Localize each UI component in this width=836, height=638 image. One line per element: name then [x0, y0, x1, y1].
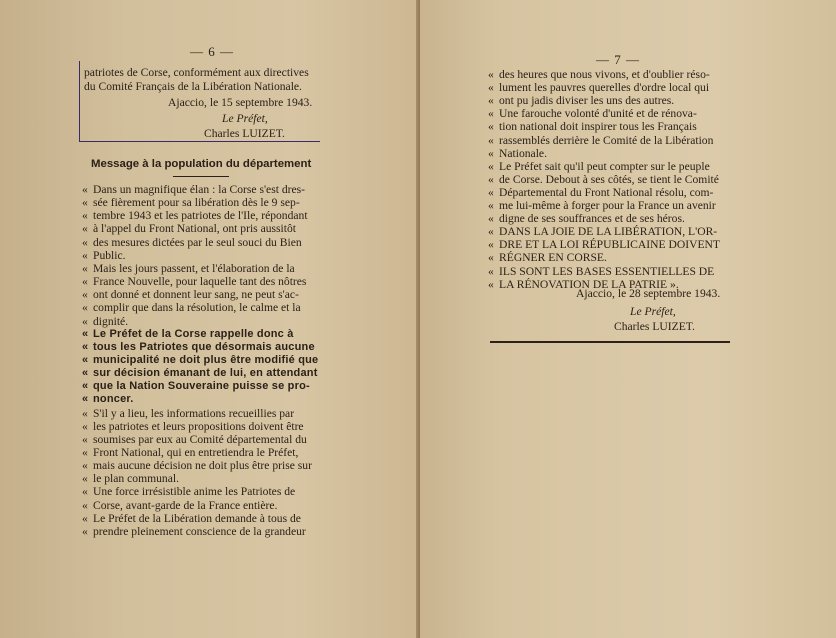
body-line	[82, 407, 294, 420]
line-text: RÉGNER EN CORSE.	[499, 251, 607, 265]
left-date: Ajaccio, le 15 septembre 1943.	[168, 96, 313, 109]
quote-mark: «	[82, 472, 88, 486]
section-heading: Message à la population du département	[91, 158, 312, 170]
line-text: que la Nation Souveraine puisse se pro-	[93, 380, 310, 393]
quote-mark: «	[82, 524, 88, 538]
quote-mark: «	[488, 238, 494, 252]
quote-mark: «	[488, 120, 494, 134]
line-text: Le Préfet de la Libération demande à tous de	[93, 511, 301, 525]
line-text: sée fièrement pour sa libération dès le 9 sep-	[93, 196, 300, 210]
line-text: Départemental du Front National résolu, com-	[499, 185, 714, 199]
line-text: Corse, avant-garde de la France entière.	[93, 498, 278, 512]
quote-mark: «	[82, 511, 88, 525]
line-text: DRE ET LA LOI RÉPUBLICAINE DOIVENT	[499, 238, 721, 252]
line-text: me lui-même à forger pour la France un avenir	[499, 199, 716, 212]
right-signature-title: Le Préfet,	[630, 305, 676, 318]
quote-mark: «	[488, 172, 494, 186]
quote-mark: «	[488, 264, 494, 278]
body-line	[82, 433, 307, 446]
quote-mark: «	[488, 212, 494, 226]
left-signature-title: Le Préfet,	[222, 112, 268, 125]
body-line	[488, 173, 719, 186]
body-line	[488, 212, 685, 225]
body-line	[82, 328, 294, 341]
right-date: Ajaccio, le 28 septembre 1943.	[576, 287, 721, 300]
line-text: complir que dans la résolution, le calme et la	[93, 301, 301, 315]
line-text: digne de ses souffrances et de ses héros.	[499, 212, 685, 226]
quote-mark: «	[82, 419, 88, 433]
line-text: ont pu jadis diviser les uns des autres.	[499, 94, 675, 108]
line-text: les patriotes et leurs propositions doivent être	[93, 419, 304, 433]
quote-mark: «	[82, 459, 88, 473]
line-text: rassemblés derrière le Comité de la Libération	[499, 133, 714, 147]
body-line	[82, 499, 277, 512]
line-text: des mesures dictées par le seul souci du Bien	[93, 235, 302, 249]
body-line	[82, 222, 296, 235]
body-line	[82, 393, 134, 406]
intro-line-1: patriotes de Corse, conformément aux directives	[84, 66, 309, 79]
quote-mark: «	[82, 340, 89, 353]
body-line	[82, 315, 128, 328]
quote-mark: «	[82, 406, 88, 420]
quote-mark: «	[82, 288, 88, 302]
body-line	[82, 512, 301, 525]
body-line	[82, 354, 318, 367]
line-text: sur décision émanant de lui, en attendant	[93, 367, 318, 380]
heading-rule	[173, 176, 229, 177]
line-text: tous les Patriotes que désormais aucune	[93, 340, 315, 353]
line-text: Nationale.	[499, 146, 547, 160]
quote-mark: «	[82, 367, 89, 380]
quote-mark: «	[488, 146, 494, 160]
body-line	[488, 238, 720, 251]
quote-mark: «	[488, 225, 494, 239]
line-text: noncer.	[93, 393, 134, 406]
body-line	[488, 225, 717, 238]
line-text: lument les pauvres querelles d'ordre local qui	[499, 81, 710, 95]
line-text: S'il y a lieu, les informations recueillies par	[93, 406, 295, 420]
quote-mark: «	[488, 133, 494, 147]
quote-mark: «	[82, 446, 88, 459]
line-text: Le Préfet sait qu'il peut compter sur le peuple	[499, 159, 710, 173]
quote-mark: «	[488, 68, 494, 81]
page-number-right: — 7 —	[596, 52, 640, 67]
quote-mark: «	[82, 196, 88, 210]
right-signature-name: Charles LUIZET.	[614, 320, 695, 333]
body-line	[82, 525, 306, 538]
line-text: Public.	[93, 248, 126, 262]
quote-mark: «	[488, 277, 494, 291]
intro-line-2: du Comité Français de la Libération Nationale.	[84, 80, 302, 93]
line-text: de Corse. Debout à ses côtés, se tient le Comité	[499, 172, 719, 186]
quote-mark: «	[82, 222, 88, 236]
line-text: Front National, qui en entretiendra le Préfet,	[93, 446, 299, 459]
quote-mark: «	[82, 353, 89, 366]
body-line	[488, 94, 674, 107]
line-text: prendre pleinement conscience de la grandeur	[93, 524, 306, 538]
body-line	[488, 199, 716, 212]
quote-mark: «	[82, 261, 88, 275]
quote-mark: «	[488, 94, 494, 108]
line-text: tion national doit inspirer tous les Français	[499, 120, 697, 134]
body-line	[82, 446, 298, 459]
line-text: France Nouvelle, pour laquelle tant des nôtres	[93, 275, 307, 289]
quote-mark: «	[82, 314, 88, 328]
line-text: DANS LA JOIE DE LA LIBÉRATION, L'OR-	[499, 225, 718, 239]
quote-mark: «	[82, 275, 88, 289]
line-text: tembre 1943 et les patriotes de l'Ile, répondant	[93, 209, 308, 223]
quote-mark: «	[488, 81, 494, 95]
quote-mark: «	[82, 235, 88, 249]
body-line	[82, 275, 306, 288]
closing-rule	[490, 341, 730, 343]
quote-mark: «	[82, 432, 88, 446]
quote-mark: «	[488, 251, 494, 265]
right-page	[420, 0, 836, 638]
body-line	[82, 288, 299, 301]
body-line	[82, 341, 315, 354]
quote-mark: «	[82, 380, 89, 393]
body-line	[82, 301, 301, 314]
quote-mark: «	[82, 485, 88, 499]
body-line	[82, 420, 304, 433]
quote-mark: «	[82, 248, 88, 262]
left-signature-name: Charles LUIZET.	[204, 127, 285, 140]
body-line	[488, 265, 714, 278]
body-line	[488, 251, 607, 264]
body-line	[82, 209, 308, 222]
line-text: municipalité ne doit plus être modifié que	[93, 353, 319, 366]
quote-mark: «	[82, 327, 89, 340]
body-line	[82, 196, 300, 209]
body-line	[82, 262, 295, 275]
body-line	[488, 81, 709, 94]
page-number-left: — 6 —	[190, 44, 234, 59]
body-line	[488, 120, 697, 133]
line-text: Le Préfet de la Corse rappelle donc à	[93, 327, 294, 340]
body-line	[82, 183, 305, 196]
line-text: soumises par eux au Comité départemental du	[93, 432, 307, 446]
body-line	[82, 236, 302, 249]
quote-mark: «	[82, 498, 88, 512]
body-line	[82, 472, 179, 485]
body-line	[488, 68, 710, 81]
line-text: le plan communal.	[93, 472, 179, 486]
line-text: Une farouche volonté d'unité et de rénova-	[499, 107, 697, 121]
body-line	[488, 134, 713, 147]
line-text: à l'appel du Front National, ont pris aussitôt	[93, 222, 297, 236]
line-text: ILS SONT LES BASES ESSENTIELLES DE	[499, 264, 715, 278]
line-text: ont donné et donnent leur sang, ne peut s'ac-	[93, 288, 299, 302]
body-line	[82, 380, 310, 393]
line-text: LA RÉNOVATION DE LA PATRIE ».	[499, 277, 679, 291]
body-line	[82, 485, 295, 498]
body-line	[488, 107, 697, 120]
body-line	[82, 459, 312, 472]
body-line	[488, 160, 710, 173]
body-line	[82, 249, 126, 262]
line-text: des heures que nous vivons, et d'oublier réso-	[499, 68, 710, 81]
quote-mark: «	[488, 185, 494, 199]
quote-mark: «	[82, 183, 88, 196]
line-text: Une force irrésistible anime les Patriotes de	[93, 485, 296, 499]
quote-mark: «	[82, 301, 88, 315]
quote-mark: «	[488, 199, 494, 212]
line-text: dignité.	[93, 314, 129, 328]
line-text: mais aucune décision ne doit plus être prise sur	[93, 459, 312, 473]
body-line	[82, 367, 318, 380]
quote-mark: «	[488, 107, 494, 121]
body-line	[488, 186, 713, 199]
quote-mark: «	[488, 159, 494, 173]
quote-mark: «	[82, 209, 88, 223]
line-text: Dans un magnifique élan : la Corse s'est dres-	[93, 183, 306, 196]
body-line	[488, 147, 547, 160]
quote-mark: «	[82, 393, 89, 406]
line-text: Mais les jours passent, et l'élaboration de la	[93, 261, 295, 275]
